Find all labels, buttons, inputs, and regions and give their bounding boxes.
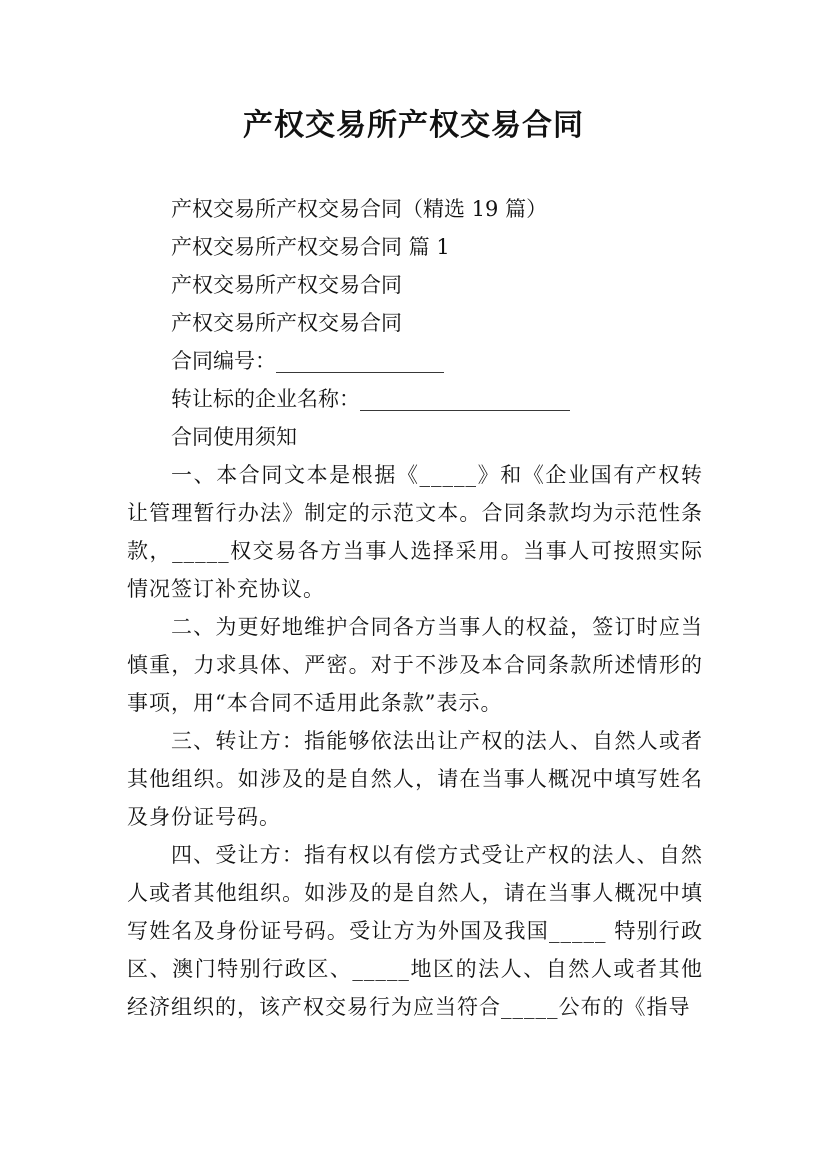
document-body: [127, 190, 703, 1026]
notice-paragraph-4: 四、受让方：指有权以有偿方式受让产权的法人、自然人或者其他组织。如涉及的是自然人，请在当事人概况中填写姓名及身份证号码。受让方为外国及我国_____ 特别行政区、澳门特别行政区、_____地区的法人、自然人或者其他经济组织的，该产权交易行为应当符合_____公布的《指导: [127, 843, 703, 1019]
notice-paragraph-2: 二、为更好地维护合同各方当事人的权益，签订时应当慎重，力求具体、严密。对于不涉及本合同条款所述情形的事项，用“本合同不适用此条款”表示。: [127, 615, 703, 715]
subtitle-line: 产权交易所产权交易合同（精选 19 篇）: [171, 197, 548, 221]
contract-name-line: 产权交易所产权交易合同: [171, 311, 402, 335]
notice-paragraph-3: 三、转让方：指能够依法出让产权的法人、自然人或者其他组织。如涉及的是自然人，请在当事人概况中填写姓名及身份证号码。: [127, 729, 703, 829]
contract-number-field: 合同编号：________________: [171, 349, 444, 373]
notice-paragraph-1: 一、本合同文本是根据《_____》和《企业国有产权转让管理暂行办法》制定的示范文本。合同条款均为示范性条款，_____权交易各方当事人选择采用。当事人可按照实际情况签订补充协议。: [127, 463, 703, 601]
target-enterprise-field: 转让标的企业名称：____________________: [171, 387, 570, 411]
contract-name-line: 产权交易所产权交易合同: [171, 273, 402, 297]
document-title: 产权交易所产权交易合同: [243, 108, 584, 143]
section-heading: 产权交易所产权交易合同 篇 1: [171, 235, 450, 259]
usage-notice-heading: 合同使用须知: [171, 425, 297, 449]
